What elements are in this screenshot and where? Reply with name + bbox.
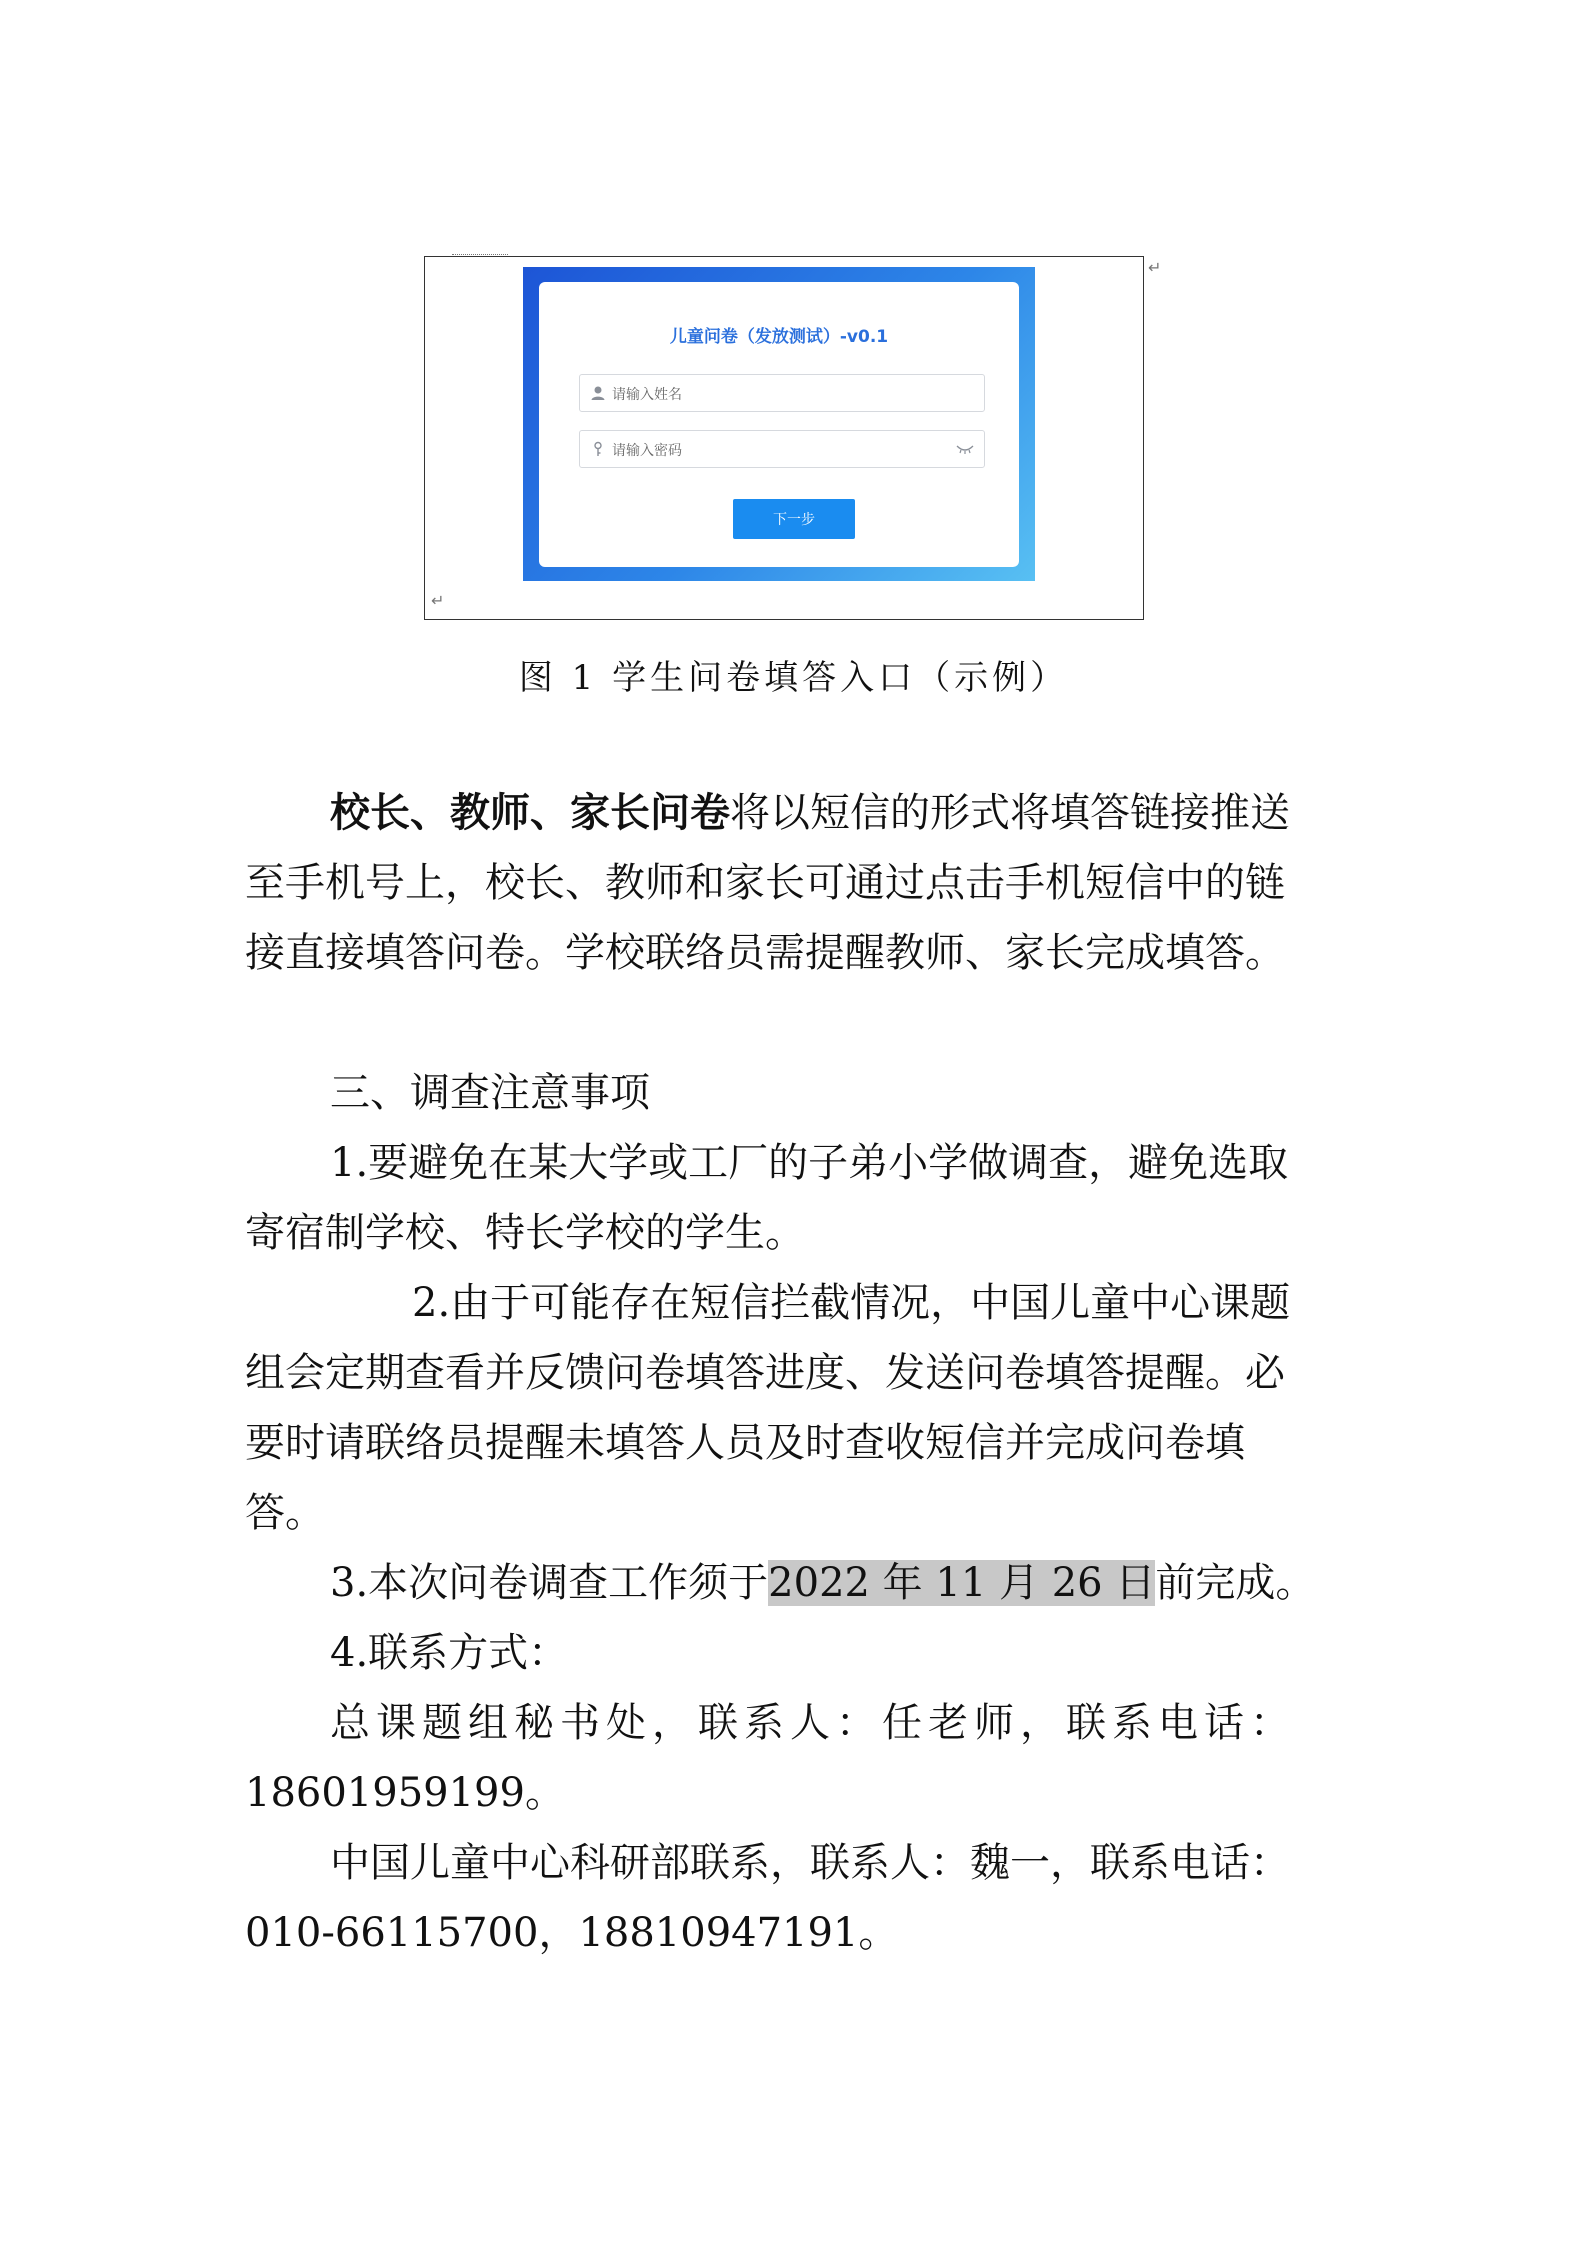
item-2-line-3: 要时请联络员提醒未填答人员及时查收短信并完成问卷填 (245, 1420, 1245, 1466)
item-2-line-2: 组会定期查看并反馈问卷填答进度、发送问卷填答提醒。必 (245, 1350, 1285, 1396)
login-card (539, 282, 1019, 567)
intro-line-3: 接直接填答问卷。学校联络员需提醒教师、家长完成填答。 (245, 930, 1285, 976)
item-3-prefix: 3.本次问卷调查工作须于 (330, 1560, 769, 1606)
next-button[interactable]: 下一步 (733, 499, 855, 539)
name-placeholder: 请输入姓名 (612, 387, 682, 403)
user-icon (590, 385, 606, 401)
login-background (523, 267, 1035, 581)
item-3 (330, 1548, 1315, 1618)
item-4: 4.联系方式： (330, 1630, 569, 1676)
return-mark-icon: ↵ (431, 591, 445, 610)
name-input[interactable] (579, 374, 985, 412)
item-2-line-4: 答。 (245, 1490, 325, 1536)
key-icon (590, 441, 606, 457)
item-1-line-2: 寄宿制学校、特长学校的学生。 (245, 1210, 805, 1256)
intro-line-1 (330, 778, 1290, 848)
login-title: 儿童问卷（发放测试）-v0.1 (669, 327, 889, 347)
item-2-line-1: 2.由于可能存在短信拦截情况，中国儿童中心课题 (412, 1280, 1291, 1326)
figure-caption: 图 1 学生问卷填答入口（示例） (518, 658, 1069, 698)
intro-line-1-rest: 将以短信的形式将填答链接推送 (730, 790, 1290, 836)
intro-line-2: 至手机号上，校长、教师和家长可通过点击手机短信中的链 (245, 860, 1285, 906)
return-mark-icon: ↵ (1148, 258, 1162, 277)
eye-closed-icon[interactable] (956, 443, 974, 455)
deadline-date: 2022 年 11 月 26 日 (768, 1560, 1156, 1606)
item-3-suffix: 前完成。 (1155, 1560, 1316, 1606)
password-input[interactable] (579, 430, 985, 468)
figure-screenshot (424, 256, 1144, 620)
intro-lead: 校长、教师、家长问卷 (330, 790, 730, 836)
contact-2-line-2: 010-66115700，18810947191。 (245, 1910, 899, 1956)
section-heading: 三、调查注意事项 (330, 1070, 650, 1116)
contact-2-line-1: 中国儿童中心科研部联系，联系人：魏一，联系电话： (330, 1840, 1290, 1886)
contact-1-line-2: 18601959199。 (245, 1770, 565, 1816)
contact-1-line-1: 总课题组秘书处，联系人：任老师，联系电话： (330, 1700, 1296, 1746)
item-1-line-1: 1.要避免在某大学或工厂的子弟小学做调查，避免选取 (330, 1140, 1289, 1186)
figure-anchor-mark (452, 244, 508, 255)
password-placeholder: 请输入密码 (612, 443, 682, 459)
